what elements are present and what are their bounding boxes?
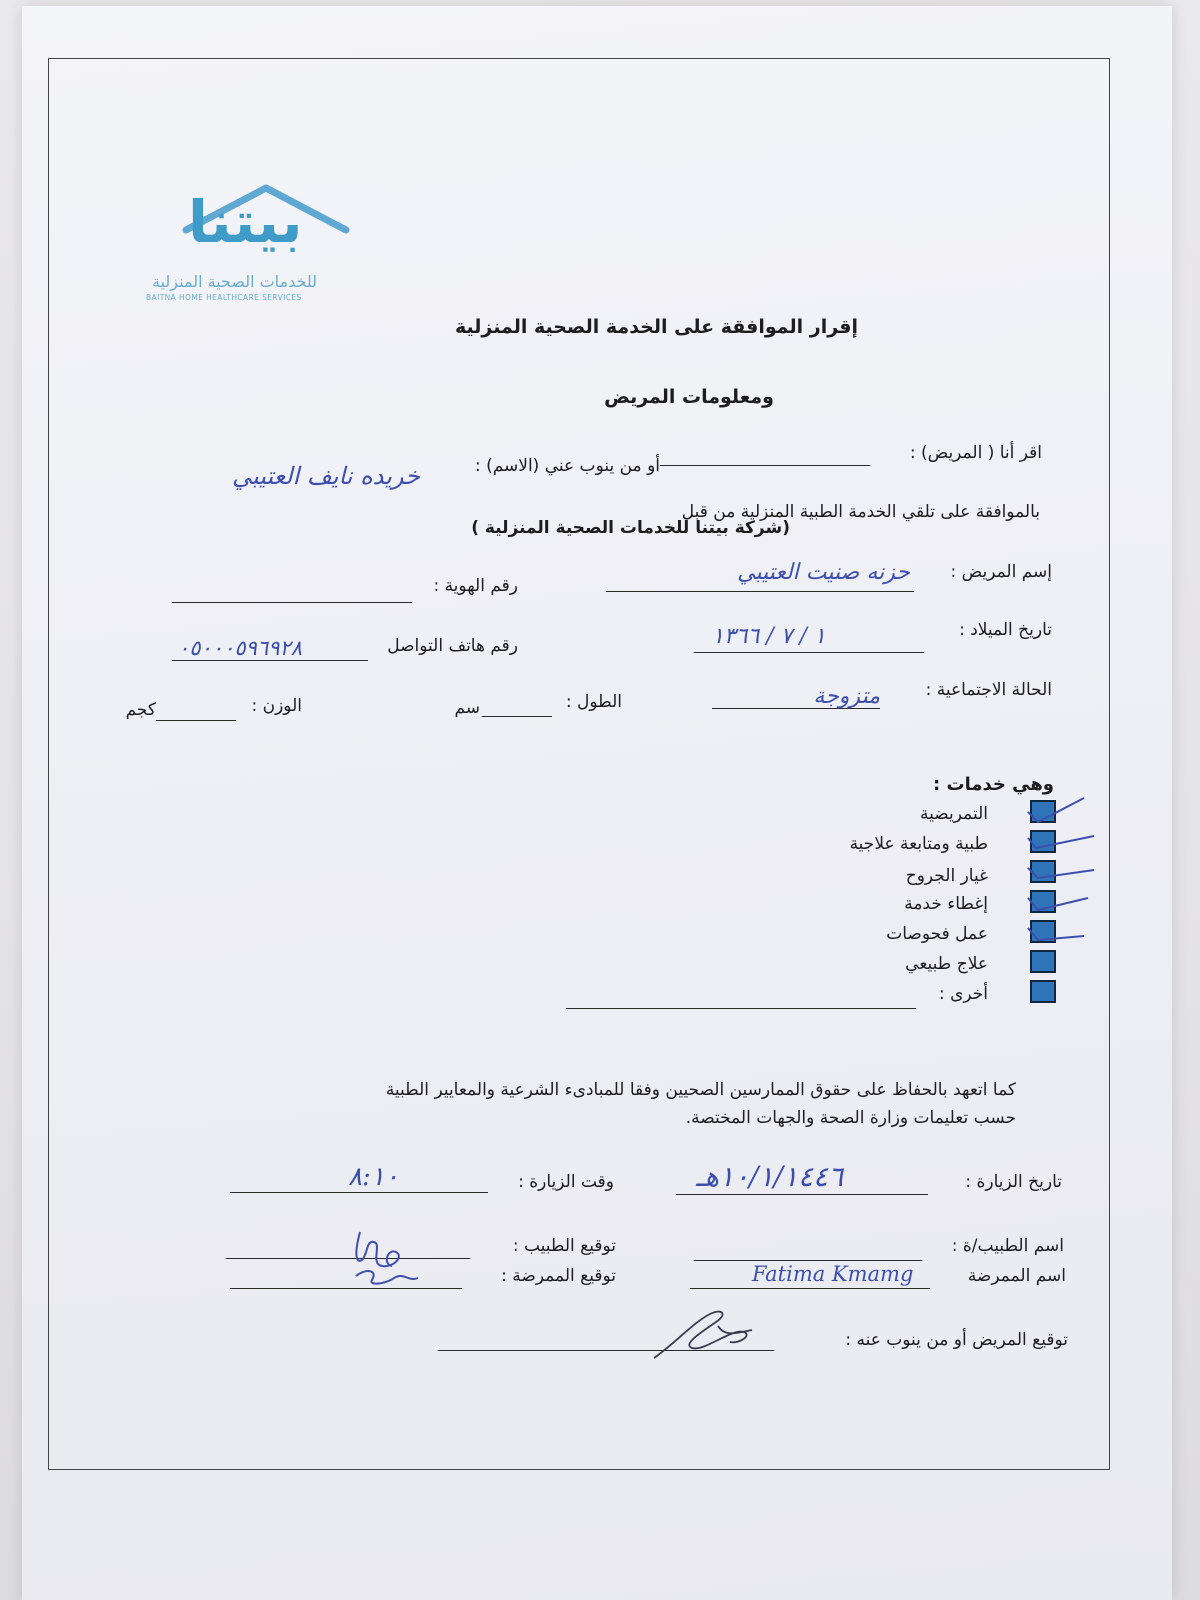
height-line	[482, 716, 552, 717]
marital-status-label: الحالة الاجتماعية :	[925, 680, 1052, 700]
service-label: عمل فحوصات	[886, 924, 988, 944]
service-label: غيار الجروح	[905, 866, 988, 886]
pledge-line-1: كما اتعهد بالحفاظ على حقوق الممارسين الصحيين وفقا للمبادىء الشرعية والمعايير الطبية	[385, 1080, 1016, 1100]
nurse-name-value: Fatima Kmamg	[752, 1262, 914, 1286]
services-heading: وهي خدمات :	[933, 774, 1054, 795]
check-mark-icon	[1024, 824, 1096, 854]
company-name: (شركة بيتنا للخدمات الصحية المنزلية )	[471, 518, 790, 538]
weight-line	[156, 720, 236, 721]
phone-line	[172, 660, 368, 661]
patient-signature-image	[648, 1304, 760, 1366]
nurse-name-label: اسم الممرضة	[967, 1266, 1066, 1286]
check-mark-icon	[1024, 856, 1096, 886]
declaration-prefix: اقر أنا ( المريض) :	[909, 443, 1042, 463]
pledge-line-2: حسب تعليمات وزارة الصحة والجهات المختصة.	[685, 1108, 1016, 1128]
doctor-signature-image	[348, 1224, 428, 1290]
weight-label: الوزن :	[251, 696, 302, 716]
visit-time-label: وقت الزيارة :	[518, 1172, 614, 1192]
doctor-name-line	[694, 1260, 922, 1261]
proxy-name-value: خريده نايف العتيبي	[232, 462, 420, 490]
patient-name-line	[606, 591, 914, 592]
birth-date-label: تاريخ الميلاد :	[959, 620, 1052, 640]
birth-date-value: ١ / ٧ / ١٣٦٦	[712, 624, 826, 649]
phone-value: ٠٥٠٠٠٥٩٦٩٢٨	[178, 636, 303, 660]
other-service-line	[566, 1008, 916, 1009]
birth-date-line	[694, 652, 924, 653]
service-label: طبية ومتابعة علاجية	[849, 834, 988, 854]
service-checkbox[interactable]	[1030, 950, 1056, 973]
logo-tagline-arabic: للخدمات الصحية المنزلية	[152, 272, 318, 291]
form-title: إقرار الموافقة على الخدمة الصحية المنزلية	[454, 316, 858, 338]
check-mark-icon	[1024, 886, 1090, 916]
height-unit: سم	[454, 698, 480, 718]
service-label: إغطاء خدمة	[904, 894, 988, 914]
proxy-name-label: أو من ينوب عني (الاسم) :	[474, 456, 660, 476]
id-number-line	[172, 602, 412, 603]
visit-time-line	[230, 1192, 488, 1193]
patient-name-label: إسم المريض :	[950, 562, 1052, 582]
patient-signature-label: توقيع المريض أو من ينوب عنه :	[845, 1330, 1068, 1350]
form-subtitle: ومعلومات المريض	[604, 386, 774, 408]
service-label: علاج طبيعي	[905, 954, 988, 974]
patient-declarant-line	[660, 465, 870, 466]
phone-label: رقم هاتف التواصل	[387, 636, 518, 656]
service-label: التمريضية	[920, 804, 988, 824]
check-mark-icon	[1024, 914, 1086, 948]
doctor-name-label: اسم الطبيب/ة :	[951, 1236, 1064, 1256]
visit-date-value: ١٠/١/١٤٤٦هـ	[696, 1160, 844, 1193]
id-number-label: رقم الهوية :	[433, 576, 518, 596]
nurse-name-line	[690, 1288, 930, 1289]
height-label: الطول :	[565, 692, 622, 712]
patient-name-value: حزنه صنيت العتيبي	[737, 560, 910, 585]
consent-statement: بالموافقة على تلقي الخدمة الطبية المنزلية من قبل	[681, 502, 1040, 522]
check-mark-icon	[1024, 792, 1086, 826]
marital-status-value: متزوجة	[813, 684, 880, 709]
logo-wordmark: بيتنا	[188, 188, 303, 256]
visit-time-value: ٨:١٠	[348, 1162, 399, 1192]
service-label: أخرى :	[938, 984, 988, 1004]
visit-date-label: تاريخ الزيارة :	[965, 1172, 1062, 1192]
logo-tagline-english: BAITNA HOME HEALTHCARE SERVICES	[146, 293, 302, 302]
doctor-signature-label: توقيع الطبيب :	[512, 1236, 616, 1256]
service-checkbox[interactable]	[1030, 980, 1056, 1003]
visit-date-line	[676, 1194, 928, 1195]
nurse-signature-label: توقيع الممرضة :	[501, 1266, 616, 1286]
weight-unit: كجم	[125, 700, 156, 720]
